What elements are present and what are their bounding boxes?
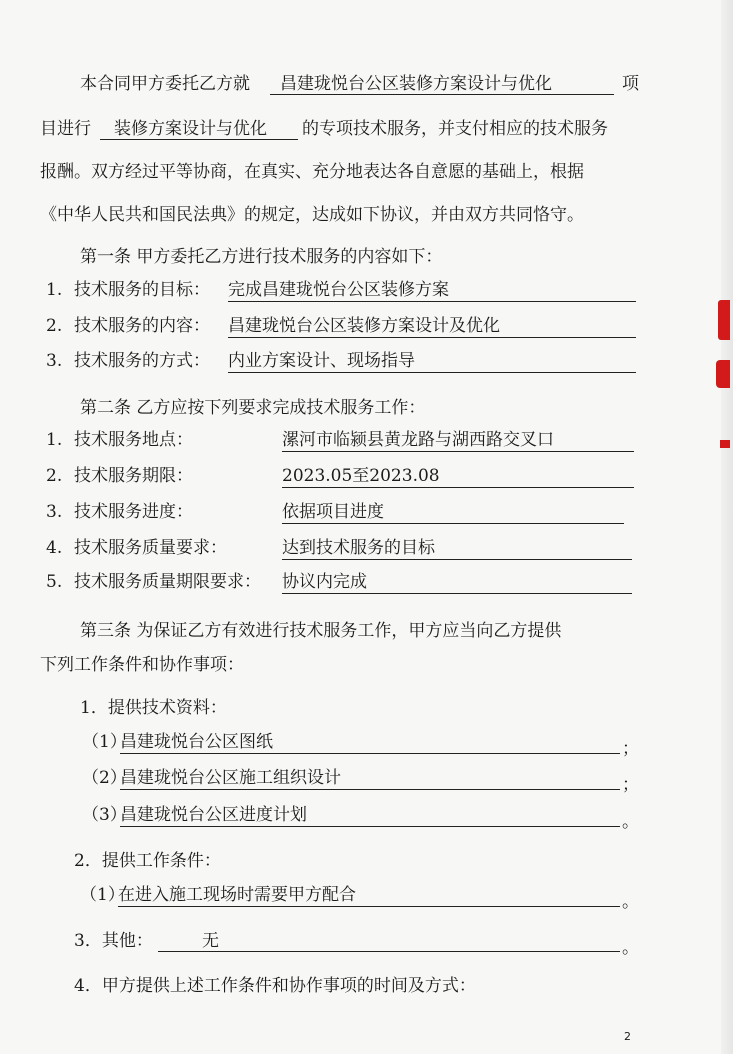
section1-title: 1．提供技术资料： xyxy=(80,698,227,718)
section3-value: 无 xyxy=(158,930,620,952)
article1-item-num: 3. xyxy=(46,351,63,371)
article3-heading-line1: 第三条 为保证乙方有效进行技术服务工作，甲方应当向乙方提供 xyxy=(80,621,562,641)
para1-line4: 《中华人民共和国民法典》的规定，达成如下协议，并由双方共同恪守。 xyxy=(40,205,584,225)
article2-item-num: 2. xyxy=(46,466,63,486)
material-end: 。 xyxy=(622,812,639,832)
page-edge-shadow xyxy=(721,0,733,1054)
material-end: ； xyxy=(622,775,639,795)
article2-item-value: 2023.05至2023.08 xyxy=(282,465,634,488)
material-value: 昌建珑悦台公区图纸 xyxy=(120,731,620,754)
material-end: ； xyxy=(622,739,639,759)
section3-label: 3．其他： xyxy=(74,931,153,951)
article2-item-value: 依据项目进度 xyxy=(282,501,624,524)
article2-item-num: 1. xyxy=(46,430,63,450)
condition-value: 在进入施工现场时需要甲方配合 xyxy=(118,884,620,907)
para1-line3: 报酬。双方经过平等协商，在真实、充分地表达各自意愿的基础上，根据 xyxy=(40,162,584,182)
article2-heading: 第二条 乙方应按下列要求完成技术服务工作： xyxy=(80,398,426,418)
article2-item-num: 5. xyxy=(46,572,63,592)
article1-item-num: 2. xyxy=(46,316,63,336)
condition-end: 。 xyxy=(622,892,639,912)
service-name-field: 装修方案设计与优化 xyxy=(100,118,298,140)
project-name-field: 昌建珑悦台公区装修方案设计与优化 xyxy=(270,73,614,95)
para1-line2-tail: 的专项技术服务，并支付相应的技术服务 xyxy=(302,119,608,139)
article2-item-label: 技术服务期限： xyxy=(74,466,193,486)
article1-item-value: 完成昌建珑悦台公区装修方案 xyxy=(228,279,636,302)
condition-num: （1） xyxy=(80,885,125,905)
material-value: 昌建珑悦台公区进度计划 xyxy=(120,804,620,827)
para1-line2-lead: 目进行 xyxy=(40,119,91,139)
article2-item-num: 3. xyxy=(46,502,63,522)
material-num: （1） xyxy=(82,732,127,752)
material-value: 昌建珑悦台公区施工组织设计 xyxy=(120,767,620,790)
article1-item-num: 1. xyxy=(46,280,63,300)
article1-item-label: 技术服务的方式： xyxy=(74,351,210,371)
section2-title: 2．提供工作条件： xyxy=(74,851,221,871)
section3-end: 。 xyxy=(622,938,639,958)
article1-item-value: 昌建珑悦台公区装修方案设计及优化 xyxy=(228,315,636,338)
article2-item-value: 漯河市临颍县黄龙路与湖西路交叉口 xyxy=(282,429,634,452)
material-num: （3） xyxy=(82,805,127,825)
material-num: （2） xyxy=(82,768,127,788)
article3-heading-line2: 下列工作条件和协作事项： xyxy=(40,655,244,675)
article2-item-value: 达到技术服务的目标 xyxy=(282,537,632,560)
article2-item-label: 技术服务质量期限要求： xyxy=(74,572,261,592)
para1-line1-tail: 项 xyxy=(622,74,639,94)
article2-item-num: 4. xyxy=(46,538,63,558)
article1-item-value: 内业方案设计、现场指导 xyxy=(228,350,636,373)
article1-heading: 第一条 甲方委托乙方进行技术服务的内容如下： xyxy=(80,247,443,267)
article2-item-label: 技术服务地点： xyxy=(74,430,193,450)
article2-item-label: 技术服务进度： xyxy=(74,502,193,522)
section4-title: 4．甲方提供上述工作条件和协作事项的时间及方式： xyxy=(74,976,476,996)
para1-line1-lead: 本合同甲方委托乙方就 xyxy=(80,74,250,94)
article2-item-value: 协议内完成 xyxy=(282,571,632,594)
article1-item-label: 技术服务的内容： xyxy=(74,316,210,336)
article1-item-label: 技术服务的目标： xyxy=(74,280,210,300)
article2-item-label: 技术服务质量要求： xyxy=(74,538,227,558)
page-number: 2 xyxy=(624,1030,631,1043)
